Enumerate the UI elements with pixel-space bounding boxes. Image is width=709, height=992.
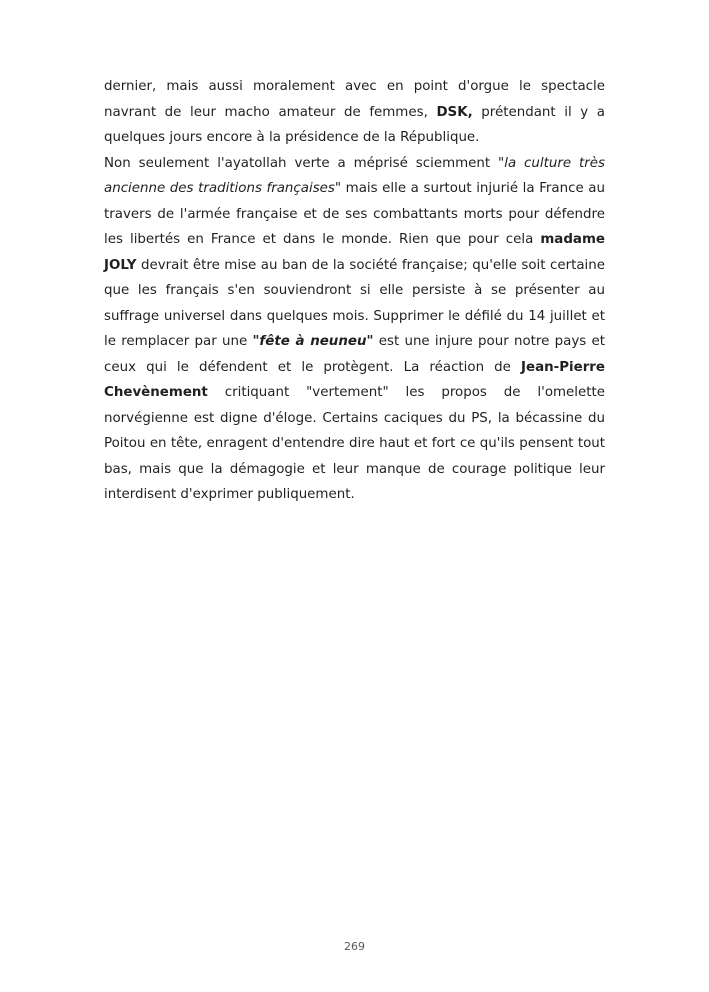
paragraph-1 [104,74,605,151]
text-run: DSK, [436,104,473,120]
text-run: est une injure pour notre pays et ceux qui le défendent et le protègent. La réaction de [104,334,605,375]
page-number: 269 [344,940,365,953]
paragraph-2 [104,151,605,508]
text-run: Jean-Pierre Chevènement [104,359,605,400]
text-run: critiquant "vertement" les propos de l'omelette norvégienne est digne d'éloge. Certains caciques du PS, la bécassine du Poitou en tête, enragent d'entendre dire haut et fort ce qu'ils pensent tout bas, mais que la démagogie et leur manque de courage politique leur interdisent d'exprimer publiquement. [104,385,605,502]
text-run: Non seulement l'ayatollah verte a méprisé sciemment " [104,155,505,171]
text-run: dernier, mais aussi moralement avec en point d'orgue le spectacle navrant de leur macho amateur de femmes, [104,79,605,120]
text-run: la culture très ancienne des traditions françaises" [104,155,605,196]
text-run: devrait être mise au ban de la société française; qu'elle soit certaine que les français s'en souviendront si elle persiste à se présenter au suffrage universel dans quelques mois. Supprimer le défilé du 14 juillet et le remplacer par une [104,257,605,349]
body-text [104,74,605,508]
text-run: madame JOLY [104,232,605,273]
text-run: prétendant il y a quelques jours encore à la présidence de la République. [104,104,606,145]
text-run: mais elle a surtout injurié la France au travers de l'armée française et de ses combattants morts pour défendre les libertés en France et dans le monde. Rien que pour cela [104,181,605,247]
text-run: "fête à neuneu" [252,334,374,349]
